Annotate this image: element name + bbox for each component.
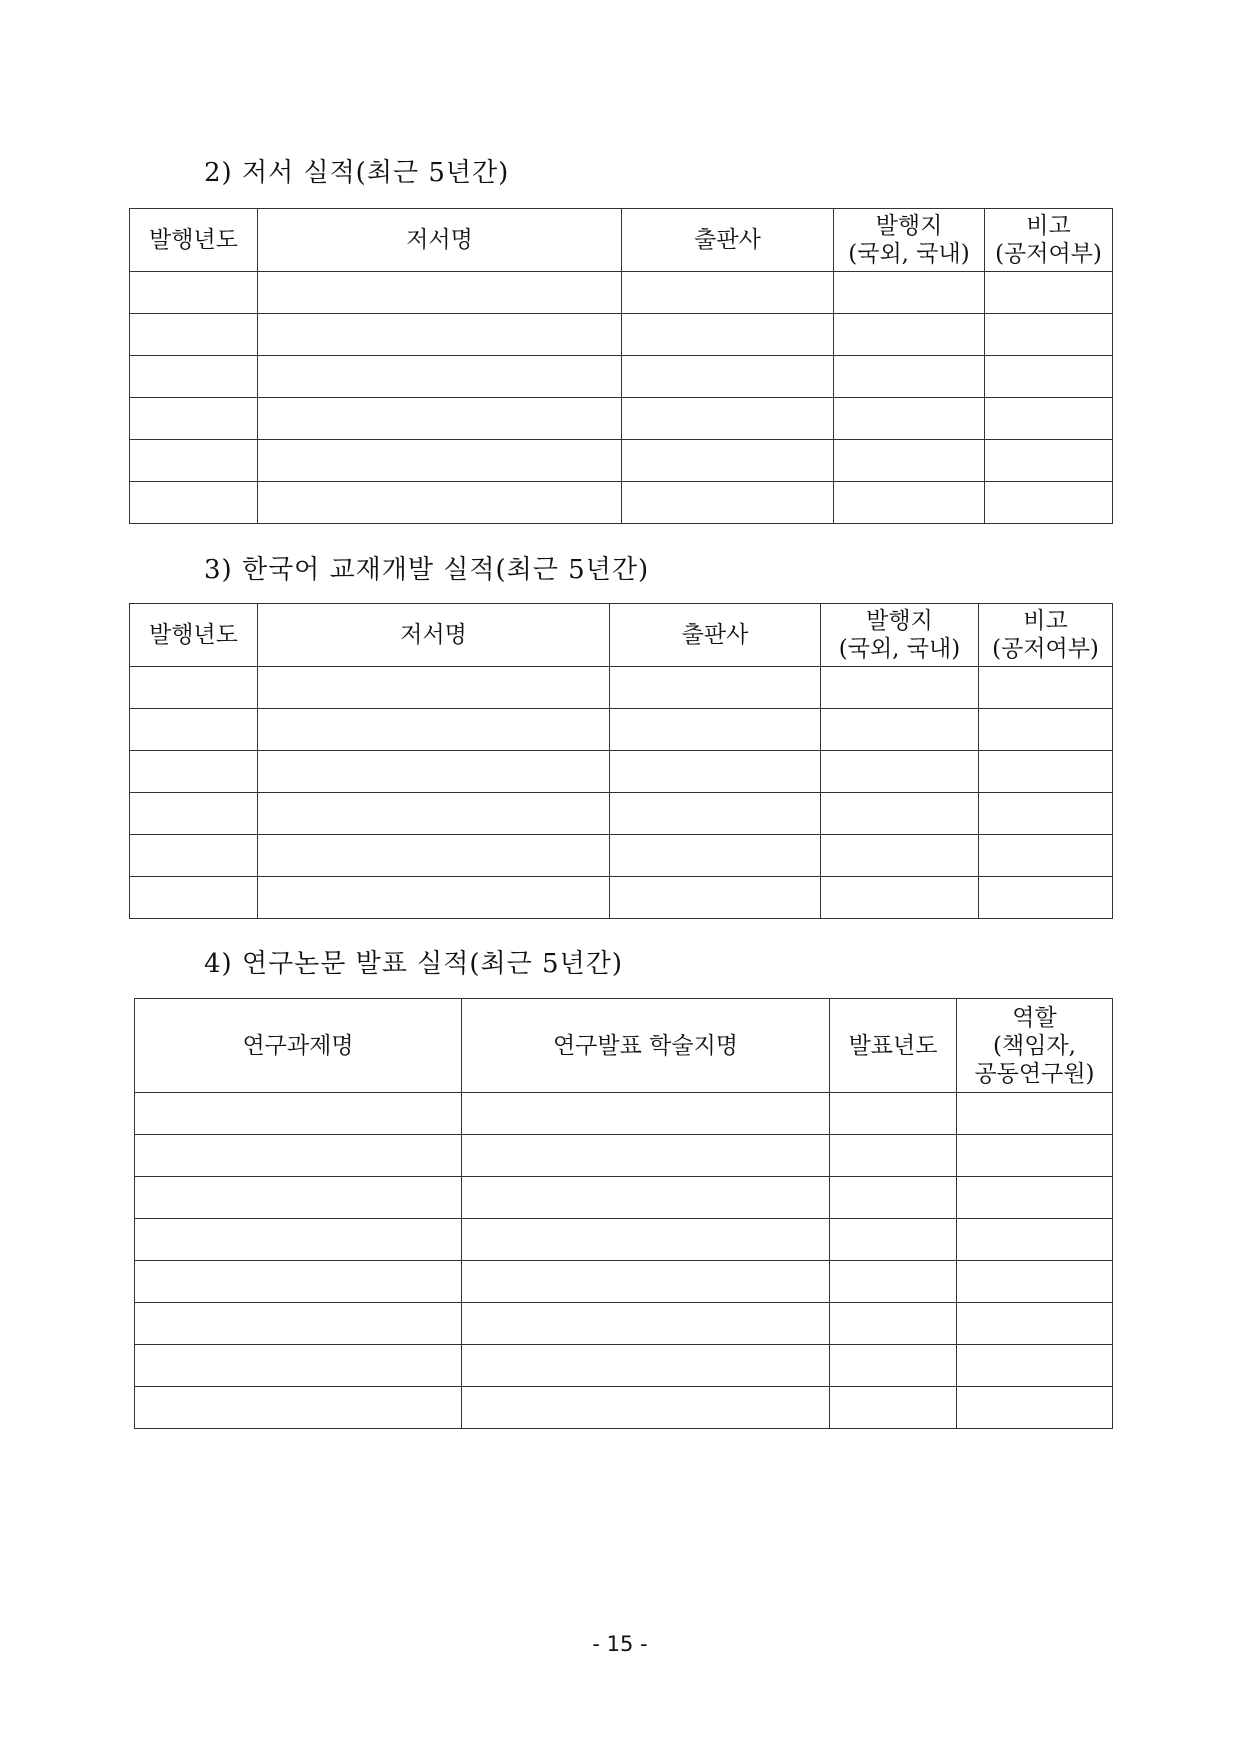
table-row: [135, 1303, 1113, 1345]
table-row: [130, 793, 1113, 835]
table-cell[interactable]: [622, 272, 834, 314]
table-cell[interactable]: [830, 1219, 957, 1261]
table-cell[interactable]: [258, 751, 610, 793]
table-row: [130, 356, 1113, 398]
header-book-title: 저서명: [258, 209, 622, 272]
table-row: [135, 1177, 1113, 1219]
table-row: [135, 1261, 1113, 1303]
table-cell[interactable]: [610, 793, 821, 835]
table-cell[interactable]: [622, 398, 834, 440]
table-cell[interactable]: [957, 1387, 1113, 1429]
table-cell[interactable]: [821, 877, 979, 919]
section-title-books: 2) 저서 실적(최근 5년간): [204, 158, 510, 188]
header-publish-place: 발행지 (국외, 국내): [821, 604, 979, 667]
table-cell[interactable]: [957, 1177, 1113, 1219]
table-cell[interactable]: [979, 709, 1113, 751]
table-cell[interactable]: [258, 709, 610, 751]
table-cell[interactable]: [957, 1345, 1113, 1387]
table-cell[interactable]: [830, 1177, 957, 1219]
header-project-name: 연구과제명: [135, 999, 462, 1093]
header-journal-name: 연구발표 학술지명: [462, 999, 830, 1093]
table-cell[interactable]: [985, 482, 1113, 524]
table-row: [135, 1219, 1113, 1261]
table-cell[interactable]: [957, 1093, 1113, 1135]
table-cell[interactable]: [979, 877, 1113, 919]
table-cell[interactable]: [821, 751, 979, 793]
table-cell[interactable]: [834, 398, 985, 440]
table-cell[interactable]: [130, 835, 258, 877]
books-table: [129, 208, 1113, 524]
table-cell[interactable]: [985, 398, 1113, 440]
table-cell[interactable]: [622, 314, 834, 356]
table-cell[interactable]: [610, 835, 821, 877]
table-row: [130, 398, 1113, 440]
table-cell[interactable]: [258, 314, 622, 356]
table-cell[interactable]: [985, 440, 1113, 482]
header-book-title: 저서명: [258, 604, 610, 667]
table-cell[interactable]: [130, 440, 258, 482]
table-cell[interactable]: [830, 1093, 957, 1135]
table-cell[interactable]: [821, 835, 979, 877]
table-cell[interactable]: [258, 793, 610, 835]
table-cell[interactable]: [130, 793, 258, 835]
table-row: [130, 482, 1113, 524]
table-cell[interactable]: [834, 440, 985, 482]
table-cell[interactable]: [830, 1135, 957, 1177]
table-cell[interactable]: [258, 877, 610, 919]
table-cell[interactable]: [135, 1303, 462, 1345]
table-cell[interactable]: [258, 835, 610, 877]
table-cell[interactable]: [830, 1345, 957, 1387]
table-cell[interactable]: [462, 1177, 830, 1219]
table-cell[interactable]: [830, 1387, 957, 1429]
table-cell[interactable]: [130, 751, 258, 793]
table-cell[interactable]: [130, 709, 258, 751]
table-cell[interactable]: [610, 709, 821, 751]
table-cell[interactable]: [258, 356, 622, 398]
table-cell[interactable]: [258, 667, 610, 709]
table-cell[interactable]: [622, 482, 834, 524]
table-cell[interactable]: [834, 482, 985, 524]
table-cell[interactable]: [135, 1135, 462, 1177]
table-cell[interactable]: [462, 1303, 830, 1345]
table-cell[interactable]: [610, 751, 821, 793]
table-cell[interactable]: [957, 1135, 1113, 1177]
table-row: [130, 667, 1113, 709]
header-row: [130, 209, 1113, 272]
table-cell[interactable]: [135, 1387, 462, 1429]
header-publisher: 출판사: [610, 604, 821, 667]
table-cell[interactable]: [462, 1387, 830, 1429]
table-cell[interactable]: [462, 1219, 830, 1261]
table-cell[interactable]: [130, 314, 258, 356]
table-cell[interactable]: [979, 793, 1113, 835]
table-cell[interactable]: [830, 1303, 957, 1345]
table-cell[interactable]: [985, 314, 1113, 356]
table-cell[interactable]: [834, 272, 985, 314]
table-cell[interactable]: [622, 440, 834, 482]
table-cell[interactable]: [957, 1261, 1113, 1303]
header-note: 비고 (공저여부): [979, 604, 1113, 667]
table-row: [130, 314, 1113, 356]
table-cell[interactable]: [258, 482, 622, 524]
table-row: [135, 1093, 1113, 1135]
table-cell[interactable]: [622, 356, 834, 398]
table-row: [130, 440, 1113, 482]
table-cell[interactable]: [834, 356, 985, 398]
section-title-textbooks: 3) 한국어 교재개발 실적(최근 5년간): [204, 555, 650, 585]
table-cell[interactable]: [135, 1345, 462, 1387]
table-row: [130, 877, 1113, 919]
table-cell[interactable]: [130, 272, 258, 314]
table-cell[interactable]: [610, 877, 821, 919]
header-publisher: 출판사: [622, 209, 834, 272]
table-row: [135, 1135, 1113, 1177]
table-row: [130, 751, 1113, 793]
textbooks-table: [129, 603, 1113, 919]
table-cell[interactable]: [462, 1345, 830, 1387]
table-cell[interactable]: [462, 1135, 830, 1177]
header-role: 역할 (책임자, 공동연구원): [957, 999, 1113, 1093]
table-row: [135, 1345, 1113, 1387]
table-cell[interactable]: [130, 398, 258, 440]
table-cell[interactable]: [258, 398, 622, 440]
table-cell[interactable]: [821, 793, 979, 835]
section-title-papers: 4) 연구논문 발표 실적(최근 5년간): [204, 949, 623, 979]
table-cell[interactable]: [258, 440, 622, 482]
table-cell[interactable]: [130, 667, 258, 709]
table-cell[interactable]: [135, 1177, 462, 1219]
table-row: [130, 272, 1113, 314]
table-cell[interactable]: [830, 1261, 957, 1303]
header-row: [130, 604, 1113, 667]
table-row: [130, 709, 1113, 751]
table-cell[interactable]: [985, 356, 1113, 398]
table-cell[interactable]: [462, 1261, 830, 1303]
table-cell[interactable]: [130, 482, 258, 524]
header-year: 발행년도: [130, 209, 258, 272]
table-cell[interactable]: [985, 272, 1113, 314]
table-row: [130, 835, 1113, 877]
header-year: 발행년도: [130, 604, 258, 667]
header-publish-place: 발행지 (국외, 국내): [834, 209, 985, 272]
table-cell[interactable]: [135, 1219, 462, 1261]
table-cell[interactable]: [130, 877, 258, 919]
header-publish-year: 발표년도: [830, 999, 957, 1093]
table-cell[interactable]: [979, 667, 1113, 709]
table-cell[interactable]: [979, 751, 1113, 793]
header-row: [135, 999, 1113, 1093]
page-number: - 15 -: [592, 1632, 648, 1656]
table-cell[interactable]: [834, 314, 985, 356]
table-cell[interactable]: [135, 1261, 462, 1303]
table-cell[interactable]: [957, 1303, 1113, 1345]
table-cell[interactable]: [462, 1093, 830, 1135]
table-cell[interactable]: [130, 356, 258, 398]
table-cell[interactable]: [957, 1219, 1113, 1261]
header-note: 비고 (공저여부): [985, 209, 1113, 272]
table-cell[interactable]: [610, 667, 821, 709]
table-cell[interactable]: [979, 835, 1113, 877]
table-cell[interactable]: [821, 709, 979, 751]
table-row: [135, 1387, 1113, 1429]
table-cell[interactable]: [258, 272, 622, 314]
papers-table: [134, 998, 1113, 1429]
table-cell[interactable]: [821, 667, 979, 709]
table-cell[interactable]: [135, 1093, 462, 1135]
